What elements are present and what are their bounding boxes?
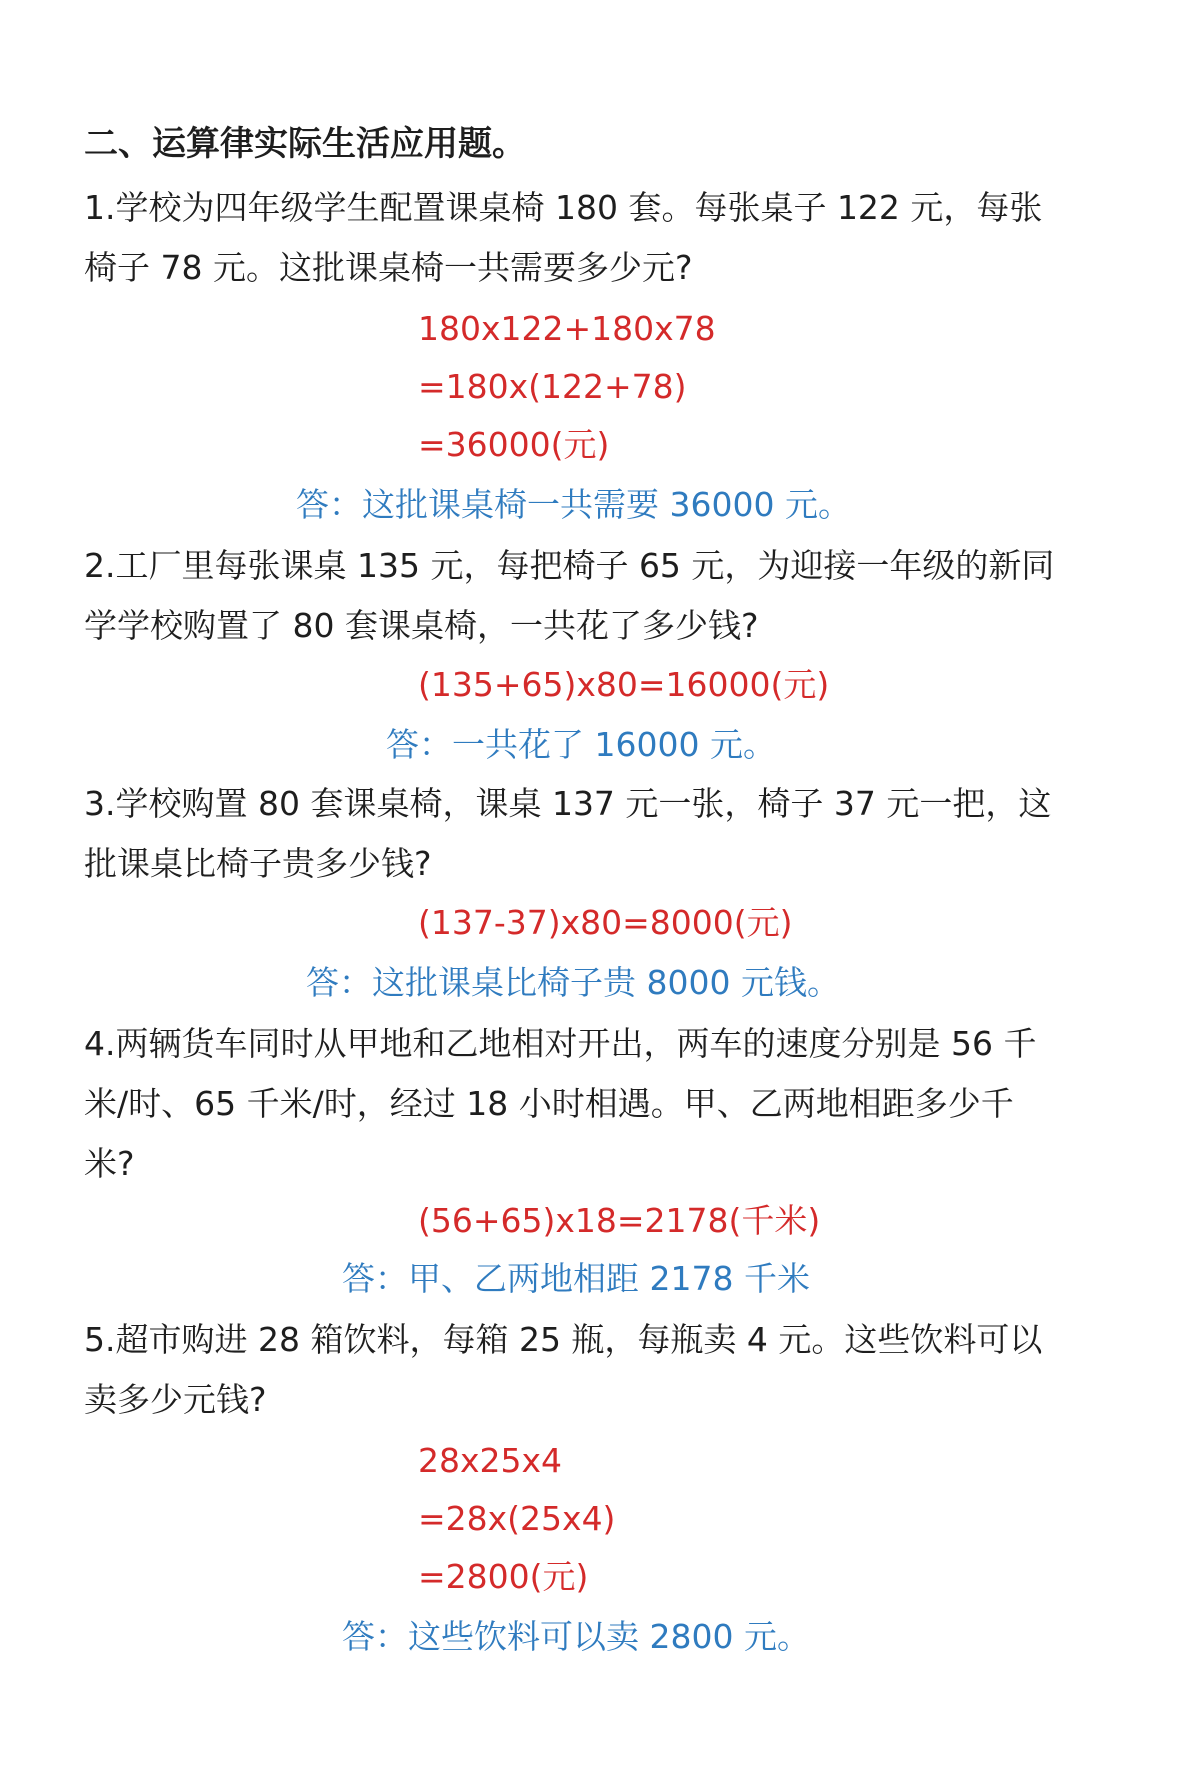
question-line: 批课桌比椅子贵多少钱? [84, 844, 432, 883]
problem-1-solution-line-1: 180x122+180x78 [418, 309, 716, 348]
problem-1-solution-line-3: =36000(元) [418, 425, 610, 464]
problem-4-question [84, 1014, 1094, 1194]
question-line: 椅子 78 元。这批课桌椅一共需要多少元? [84, 248, 693, 287]
problem-3-solution-line-1: (137-37)x80=8000(元) [418, 903, 793, 942]
section-title: 二、运算律实际生活应用题。 [84, 124, 526, 164]
question-line: 5.超市购进 28 箱饮料，每箱 25 瓶，每瓶卖 4 元。这些饮料可以 [84, 1320, 1043, 1359]
problem-5-solution-line-1: 28x25x4 [418, 1441, 563, 1480]
problem-5-answer: 答：这些饮料可以卖 2800 元。 [342, 1617, 810, 1656]
question-line: 3.学校购置 80 套课桌椅，课桌 137 元一张，椅子 37 元一把，这 [84, 784, 1052, 823]
problem-3-question [84, 774, 1094, 894]
problem-5-solution-line-3: =2800(元) [418, 1557, 589, 1596]
problem-2-question [84, 536, 1094, 656]
question-line: 1.学校为四年级学生配置课桌椅 180 套。每张桌子 122 元，每张 [84, 188, 1043, 227]
problem-4-solution-line-1: (56+65)x18=2178(千米) [418, 1201, 821, 1240]
question-line: 米? [84, 1144, 135, 1183]
problem-4-answer: 答：甲、乙两地相距 2178 千米 [342, 1259, 810, 1298]
problem-1-question [84, 178, 1094, 298]
problem-1-answer: 答：这批课桌椅一共需要 36000 元。 [296, 485, 851, 524]
question-line: 学学校购置了 80 套课桌椅，一共花了多少钱? [84, 606, 759, 645]
problem-2-solution-line-1: (135+65)x80=16000(元) [418, 665, 830, 704]
question-line: 卖多少元钱? [84, 1380, 267, 1419]
problem-5-solution-line-2: =28x(25x4) [418, 1499, 616, 1538]
question-line: 2.工厂里每张课桌 135 元，每把椅子 65 元，为迎接一年级的新同 [84, 546, 1055, 585]
problem-2-answer: 答：一共花了 16000 元。 [386, 725, 776, 764]
question-line: 米/时、65 千米/时，经过 18 小时相遇。甲、乙两地相距多少千 [84, 1084, 1014, 1123]
question-line: 4.两辆货车同时从甲地和乙地相对开出，两车的速度分别是 56 千 [84, 1024, 1037, 1063]
problem-1-solution-line-2: =180x(122+78) [418, 367, 687, 406]
problem-5-question [84, 1310, 1094, 1430]
problem-3-answer: 答：这批课桌比椅子贵 8000 元钱。 [306, 963, 840, 1002]
